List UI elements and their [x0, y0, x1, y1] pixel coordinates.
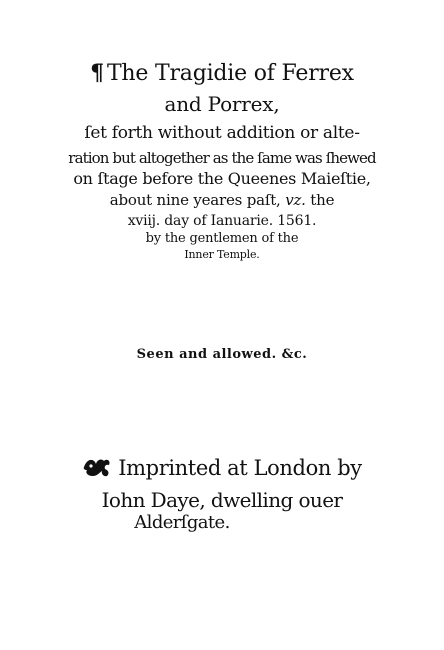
- body-line-2: ration but altogether as the ſame was ſhewed: [68, 149, 376, 167]
- license-line: Seen and allowed. &c.: [136, 347, 308, 362]
- temple-line: Inner Temple.: [184, 248, 260, 261]
- imprint-line-1: Imprinted at London by: [0, 456, 444, 482]
- pilcrow-icon: ¶: [90, 60, 104, 86]
- body-line-about: about nine yeares paſt, vz. the: [109, 191, 335, 209]
- body-line-1: ſet forth without addition or alte-: [84, 123, 360, 143]
- gentlemen-line: by the gentlemen of the: [145, 231, 299, 246]
- imprint-line-3: Alderſgate.: [134, 512, 230, 533]
- date-line: xviij. day of Ianuarie. 1561.: [127, 213, 317, 229]
- imprint-line-2: Iohn Daye, dwelling ouer: [101, 488, 343, 512]
- title-line-1: ¶ The Tragidie of Ferrex: [90, 60, 354, 86]
- fleuron-icon: [82, 456, 112, 482]
- body-line-3: on ſtage before the Queenes Maieſtie,: [73, 169, 371, 188]
- title-line-2: and Porrex,: [164, 92, 280, 116]
